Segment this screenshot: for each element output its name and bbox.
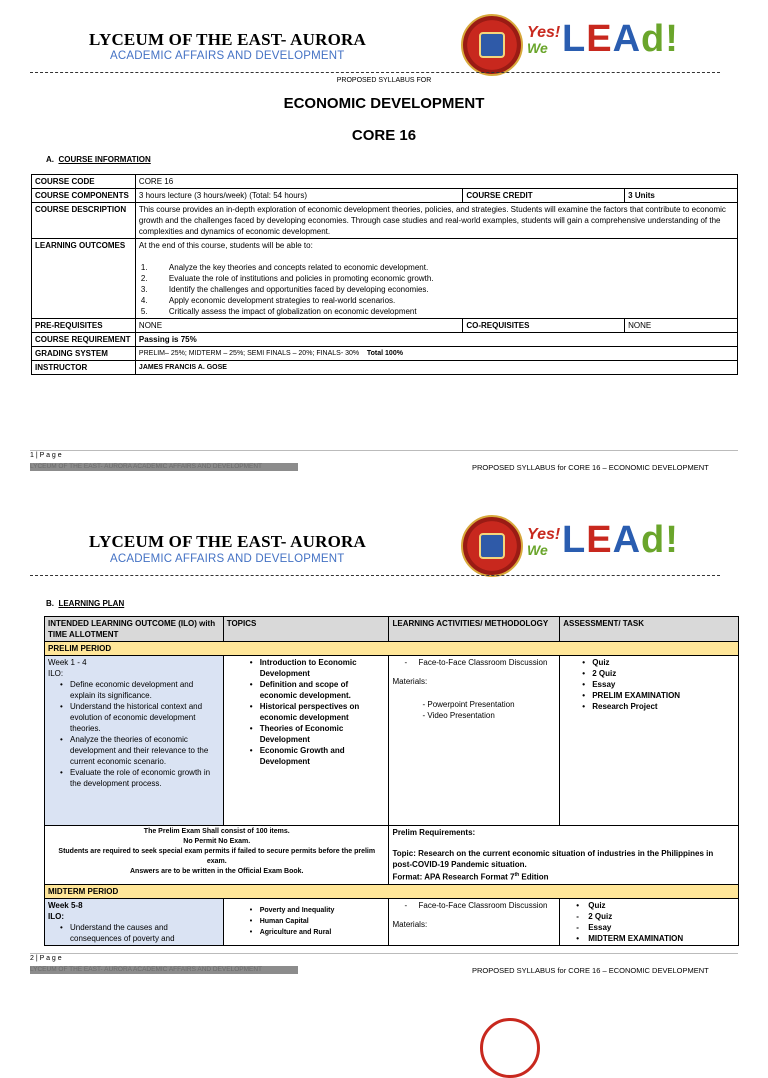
instructor-value: JAMES FRANCIS A. GOSE bbox=[135, 361, 737, 375]
assessment-item: • 2 Quiz bbox=[578, 668, 735, 679]
footer-divider bbox=[30, 450, 738, 451]
prelim-assessment-list bbox=[578, 657, 735, 712]
footer-syllabus-label: PROPOSED SYLLABUS for CORE 16 – ECONOMIC DEVELOPMENT bbox=[472, 966, 709, 975]
prelim-requirements-cell bbox=[389, 826, 739, 885]
assessment-item: - Essay bbox=[576, 922, 612, 932]
next-page-seal-logo bbox=[480, 1018, 540, 1078]
topic-item: • Theories of Economic Development bbox=[246, 723, 386, 745]
logo-we-text: We bbox=[527, 542, 548, 558]
midterm-period-label: MIDTERM PERIOD bbox=[45, 884, 739, 898]
course-requirement-label: COURSE REQUIREMENT bbox=[32, 333, 136, 347]
course-information-table bbox=[31, 174, 738, 375]
course-code-value: CORE 16 bbox=[135, 175, 737, 189]
material-item: - Video Presentation bbox=[422, 711, 495, 720]
course-description-label: COURSE DESCRIPTION bbox=[32, 203, 136, 239]
syllabus-page-1 bbox=[0, 0, 768, 500]
exam-note: No Permit No Exam. bbox=[183, 838, 251, 845]
topic-item: • Poverty and Inequality bbox=[246, 905, 386, 916]
assessment-item: • Quiz bbox=[576, 900, 606, 910]
table-row bbox=[32, 361, 738, 375]
table-row bbox=[32, 203, 738, 239]
prelim-ilo-cell bbox=[45, 656, 224, 826]
assessment-item: - 2 Quiz bbox=[576, 911, 613, 921]
department-name: ACADEMIC AFFAIRS AND DEVELOPMENT bbox=[110, 50, 345, 62]
ilo-item: • Understand the causes and consequences of poverty and bbox=[56, 922, 220, 944]
exam-note: The Prelim Exam Shall consist of 100 items. bbox=[143, 828, 290, 835]
footer-syllabus-label: PROPOSED SYLLABUS for CORE 16 – ECONOMIC DEVELOPMENT bbox=[472, 463, 709, 472]
logo-yes-text: Yes! bbox=[527, 24, 561, 41]
learning-outcome-item: 3. Identify the challenges and opportunities faced by developing economies. bbox=[140, 285, 429, 294]
prelim-topics-list bbox=[246, 657, 386, 767]
midterm-ilo-cell bbox=[45, 898, 224, 945]
prelim-activities-cell bbox=[389, 656, 560, 826]
course-credit-label: COURSE CREDIT bbox=[463, 189, 625, 203]
school-seal-logo bbox=[461, 14, 523, 76]
table-row bbox=[32, 189, 738, 203]
school-seal-logo bbox=[461, 515, 523, 577]
ilo-column-header: INTENDED LEARNING OUTCOME (ILO) with TIME ALLOTMENT bbox=[45, 617, 224, 642]
logo-lead-text: LEAd! bbox=[562, 519, 679, 561]
topic-item: • Agriculture and Rural bbox=[246, 927, 386, 938]
prelim-requirements-topic: Topic: Research on the current economic situation of industries in the Philippines in post-COVID-19 Pandemic situation. bbox=[392, 849, 714, 869]
course-components-label: COURSE COMPONENTS bbox=[32, 189, 136, 203]
exam-note: Answers are to be written in the Official Exam Book. bbox=[129, 868, 304, 875]
footer-divider bbox=[30, 953, 738, 954]
ilo-item: • Define economic development and explain its significance. bbox=[56, 679, 220, 701]
table-row bbox=[32, 239, 738, 319]
prelim-topics-cell bbox=[223, 656, 389, 826]
grading-system-value: PRELIM– 25%; MIDTERM – 25%; SEMI FINALS – 20%; FINALS- 30% Total 100% bbox=[135, 347, 737, 361]
assessment-item: • Essay bbox=[578, 679, 735, 690]
section-a-heading: A. COURSE INFORMATION bbox=[46, 155, 151, 164]
assessment-item: • Quiz bbox=[578, 657, 735, 668]
midterm-assessment-list bbox=[574, 900, 735, 944]
midterm-topics-list bbox=[246, 905, 386, 938]
activities-column-header: LEARNING ACTIVITIES/ METHODOLOGY bbox=[389, 617, 560, 642]
midterm-activities-cell bbox=[389, 898, 560, 945]
course-code-label: COURSE CODE bbox=[32, 175, 136, 189]
page-number: 2 | P a g e bbox=[30, 955, 62, 962]
midterm-content-row bbox=[45, 898, 739, 945]
prelim-requirements-label: Prelim Requirements: bbox=[392, 828, 476, 837]
ilo-item: • Evaluate the role of economic growth in the development process. bbox=[56, 767, 220, 789]
material-item: - Powerpoint Presentation bbox=[422, 700, 515, 709]
logo-lead-text: LEAd! bbox=[562, 18, 679, 60]
midterm-assessment-cell bbox=[560, 898, 739, 945]
learning-outcome-item: 4. Apply economic development strategies to real-world scenarios. bbox=[140, 296, 396, 305]
prelim-materials-label: Materials: bbox=[392, 677, 428, 686]
corequisites-value: NONE bbox=[625, 319, 738, 333]
prelim-activity-list bbox=[392, 657, 556, 668]
course-description-value: This course provides an in-depth exploration of economic development theories, policies, and strategies. Students will examine the factors that contribute to economic growth and the challenges faced by developing economies. Through case studies and real-world examples, students will gain a comprehensive understanding of the complexities and dynamics of economic development. bbox=[135, 203, 737, 239]
instructor-label: INSTRUCTOR bbox=[32, 361, 136, 375]
midterm-materials-label: Materials: bbox=[392, 919, 428, 929]
midterm-ilo-label: ILO: bbox=[48, 911, 64, 921]
table-header-row bbox=[45, 617, 739, 642]
learning-outcomes-label: LEARNING OUTCOMES bbox=[32, 239, 136, 319]
assessment-item: • MIDTERM EXAMINATION bbox=[576, 933, 684, 943]
midterm-activity-list bbox=[392, 900, 556, 911]
course-requirement-value: Passing is 75% bbox=[135, 333, 737, 347]
school-name: LYCEUM OF THE EAST- AURORA bbox=[89, 532, 366, 551]
prelim-content-row bbox=[45, 656, 739, 826]
prelim-week: Week 1 - 4 bbox=[48, 658, 87, 667]
assessment-item: • Research Project bbox=[578, 701, 735, 712]
outcomes-list bbox=[139, 262, 734, 317]
topics-column-header: TOPICS bbox=[223, 617, 389, 642]
section-b-heading: B. LEARNING PLAN bbox=[46, 599, 125, 608]
prelim-exam-notes bbox=[45, 826, 389, 885]
learning-outcome-item: 5. Critically assess the impact of globalization on economic development bbox=[140, 307, 417, 316]
page-number: 1 | P a g e bbox=[30, 452, 62, 459]
learning-plan-table bbox=[44, 616, 739, 946]
course-title: ECONOMIC DEVELOPMENT bbox=[283, 95, 485, 112]
prerequisites-label: PRE-REQUISITES bbox=[32, 319, 136, 333]
corequisites-label: CO-REQUISITES bbox=[463, 319, 625, 333]
course-credit-value: 3 Units bbox=[625, 189, 738, 203]
topic-item: • Introduction to Economic Development bbox=[246, 657, 386, 679]
table-row bbox=[32, 333, 738, 347]
logo-we-text: We bbox=[527, 40, 548, 56]
prelim-materials-list bbox=[392, 699, 556, 721]
prelim-period-row bbox=[45, 642, 739, 656]
prelim-requirements-format: Format: APA Research Format 7th Edition bbox=[392, 872, 549, 882]
header-divider bbox=[30, 72, 720, 73]
school-name: LYCEUM OF THE EAST- AURORA bbox=[89, 30, 366, 49]
outcomes-intro: At the end of this course, students will be able to: bbox=[138, 241, 313, 250]
course-code-title: CORE 16 bbox=[351, 127, 417, 144]
table-row bbox=[32, 347, 738, 361]
topic-item: • Historical perspectives on economic development bbox=[246, 701, 386, 723]
learning-outcomes-value bbox=[135, 239, 737, 319]
table-row bbox=[32, 319, 738, 333]
midterm-week: Week 5-8 bbox=[48, 900, 83, 910]
department-name: ACADEMIC AFFAIRS AND DEVELOPMENT bbox=[110, 553, 345, 565]
prelim-period-label: PRELIM PERIOD bbox=[45, 642, 739, 656]
topic-item: • Economic Growth and Development bbox=[246, 745, 386, 767]
midterm-ilo-list bbox=[48, 922, 220, 944]
footer-organization-bar: LYCEUM OF THE EAST- AURORA ACADEMIC AFFAIRS AND DEVELOPMENT bbox=[30, 463, 298, 471]
assessment-item: • PRELIM EXAMINATION bbox=[578, 690, 735, 701]
proposed-syllabus-label: PROPOSED SYLLABUS FOR bbox=[336, 77, 432, 84]
ilo-item: • Understand the historical context and evolution of economic development theories. bbox=[56, 701, 220, 734]
prelim-notes-row bbox=[45, 826, 739, 885]
prelim-ilo-label: ILO: bbox=[48, 669, 64, 678]
footer-organization-bar: LYCEUM OF THE EAST- AURORA ACADEMIC AFFAIRS AND DEVELOPMENT bbox=[30, 966, 298, 974]
topic-item: • Definition and scope of economic development. bbox=[246, 679, 386, 701]
prelim-ilo-list bbox=[48, 679, 220, 789]
table-row bbox=[32, 175, 738, 189]
logo-yes-text: Yes! bbox=[527, 526, 561, 543]
prerequisites-value: NONE bbox=[135, 319, 462, 333]
learning-outcome-item: 2. Evaluate the role of institutions and policies in promoting economic growth. bbox=[140, 274, 434, 283]
syllabus-page-2 bbox=[0, 503, 768, 1024]
header-divider bbox=[30, 575, 720, 576]
ilo-item: • Analyze the theories of economic development and their relevance to the current economic scenario. bbox=[56, 734, 220, 767]
list-item: - Face-to-Face Classroom Discussion bbox=[400, 657, 556, 668]
assessment-column-header: ASSESSMENT/ TASK bbox=[560, 617, 739, 642]
topic-item: • Human Capital bbox=[246, 916, 386, 927]
grading-system-label: GRADING SYSTEM bbox=[32, 347, 136, 361]
midterm-topics-cell bbox=[223, 898, 389, 945]
course-components-value: 3 hours lecture (3 hours/week) (Total: 54 hours) bbox=[135, 189, 462, 203]
exam-note: Students are required to seek special exam permits if failed to secure permits before the prelim exam. bbox=[58, 848, 376, 865]
prelim-assessment-cell bbox=[560, 656, 739, 826]
learning-outcome-item: 1. Analyze the key theories and concepts related to economic development. bbox=[140, 263, 429, 272]
midterm-period-row bbox=[45, 884, 739, 898]
list-item: - Face-to-Face Classroom Discussion bbox=[400, 900, 556, 911]
